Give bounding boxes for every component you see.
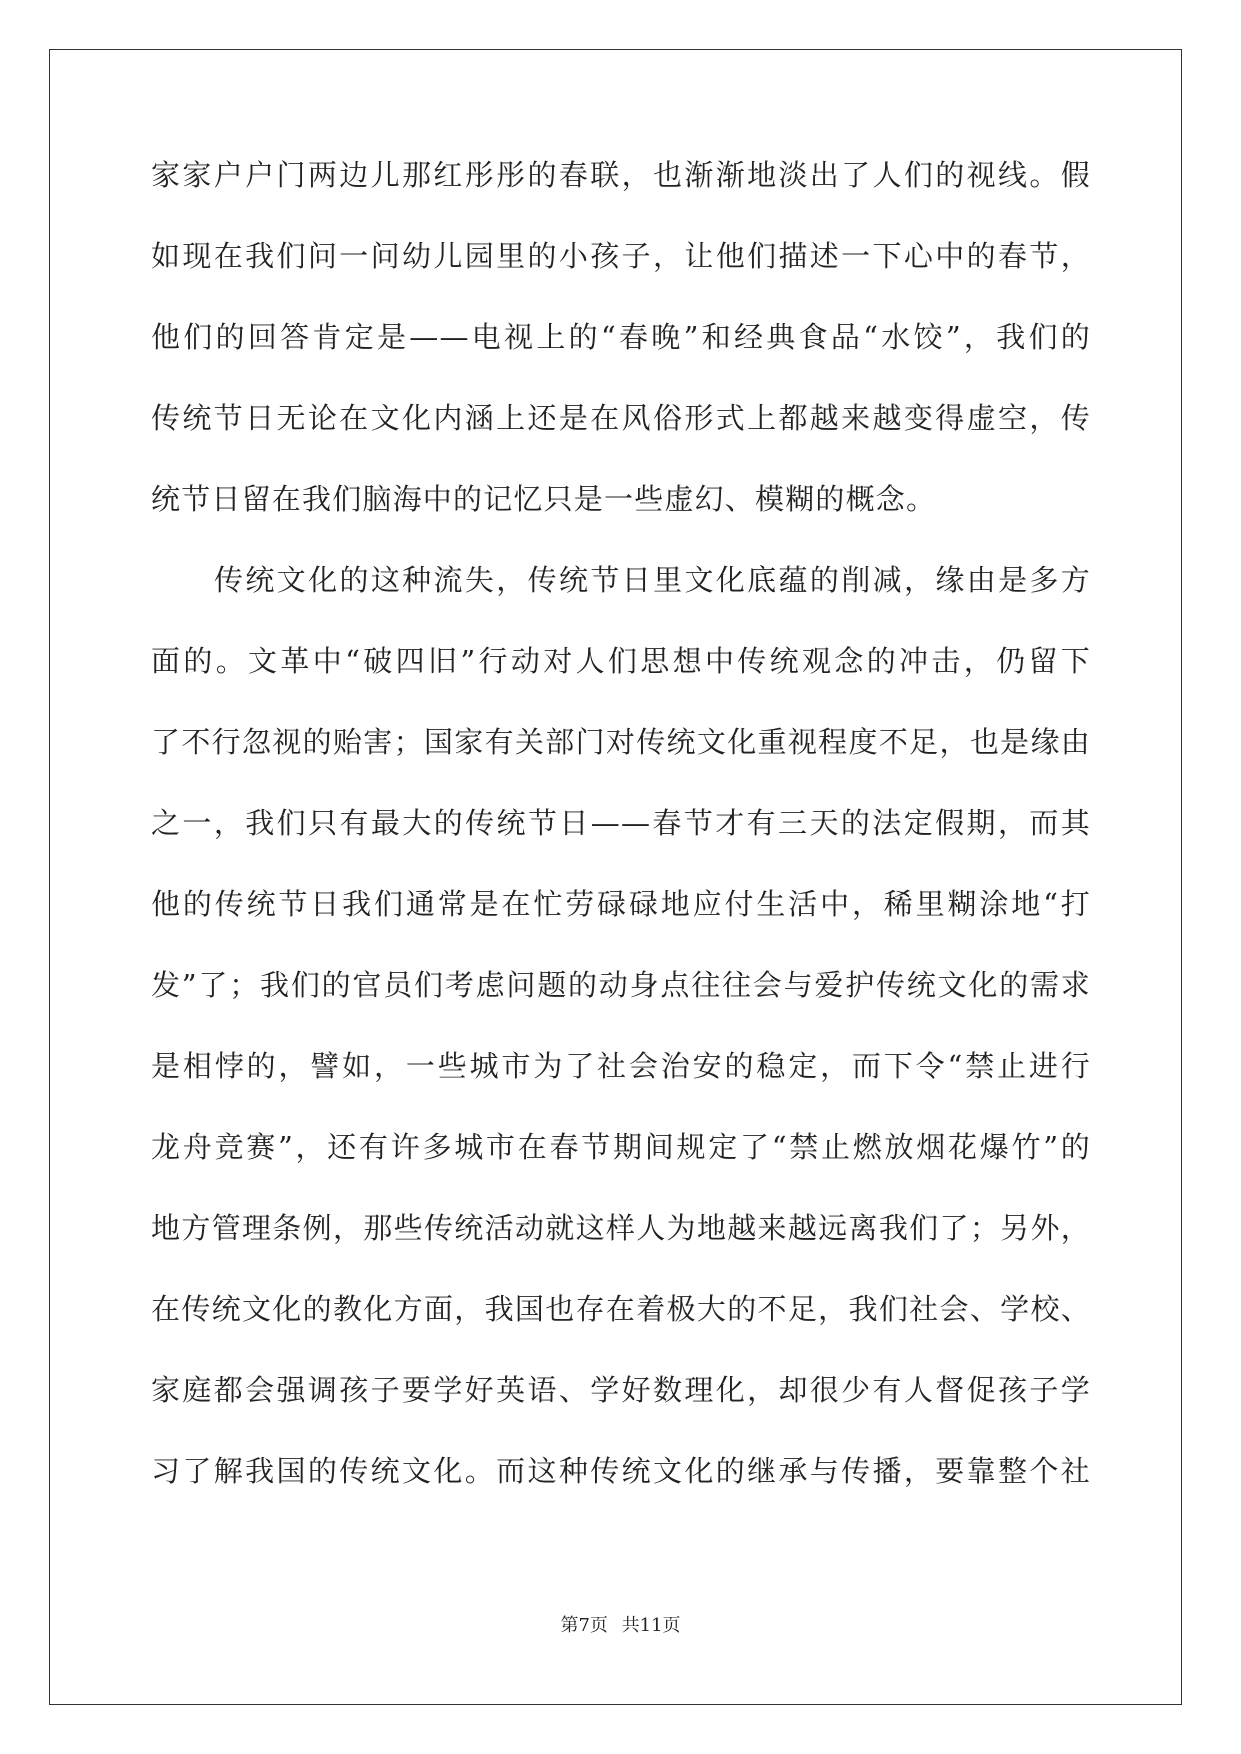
- page-total: 共11页: [621, 1615, 681, 1636]
- body-line: 发”了；我们的官员们考虑问题的动身点往往会与爱护传统文化的需求: [151, 968, 1091, 1002]
- page-footer: [0, 1611, 1241, 1637]
- body-line: 他的传统节日我们通常是在忙劳碌碌地应付生活中，稀里糊涂地“打: [151, 887, 1091, 921]
- body-line: 面的。文革中“破四旧”行动对人们思想中传统观念的冲击，仍留下: [151, 644, 1091, 678]
- body-line: 在传统文化的教化方面，我国也存在着极大的不足，我们社会、学校、: [151, 1292, 1091, 1326]
- body-line: 之一，我们只有最大的传统节日——春节才有三天的法定假期，而其: [151, 806, 1091, 840]
- body-line: 他们的回答肯定是——电视上的“春晚”和经典食品“水饺”，我们的: [151, 320, 1091, 354]
- body-line: 传统文化的这种流失，传统节日里文化底蕴的削减，缘由是多方: [214, 563, 1091, 597]
- body-line: 如现在我们问一问幼儿园里的小孩子，让他们描述一下心中的春节，: [151, 239, 1091, 273]
- body-line: 家家户户门两边儿那红彤彤的春联，也渐渐地淡出了人们的视线。假: [151, 158, 1091, 192]
- body-line: 统节日留在我们脑海中的记忆只是一些虚幻、模糊的概念。: [151, 482, 937, 516]
- body-line: 地方管理条例，那些传统活动就这样人为地越来越远离我们了；另外，: [151, 1211, 1091, 1245]
- body-line: 了不行忽视的贻害；国家有关部门对传统文化重视程度不足，也是缘由: [151, 725, 1091, 759]
- body-line: 是相悖的，譬如，一些城市为了社会治安的稳定，而下令“禁止进行: [151, 1049, 1091, 1083]
- body-line: 传统节日无论在文化内涵上还是在风俗形式上都越来越变得虚空，传: [151, 401, 1091, 435]
- body-line: 习了解我国的传统文化。而这种传统文化的继承与传播，要靠整个社: [151, 1454, 1091, 1488]
- document-body: [151, 160, 1091, 1537]
- body-line: 家庭都会强调孩子要学好英语、学好数理化，却很少有人督促孩子学: [151, 1373, 1091, 1407]
- page-number: 第7页: [560, 1615, 608, 1636]
- body-line: 龙舟竞赛”，还有许多城市在春节期间规定了“禁止燃放烟花爆竹”的: [151, 1130, 1091, 1164]
